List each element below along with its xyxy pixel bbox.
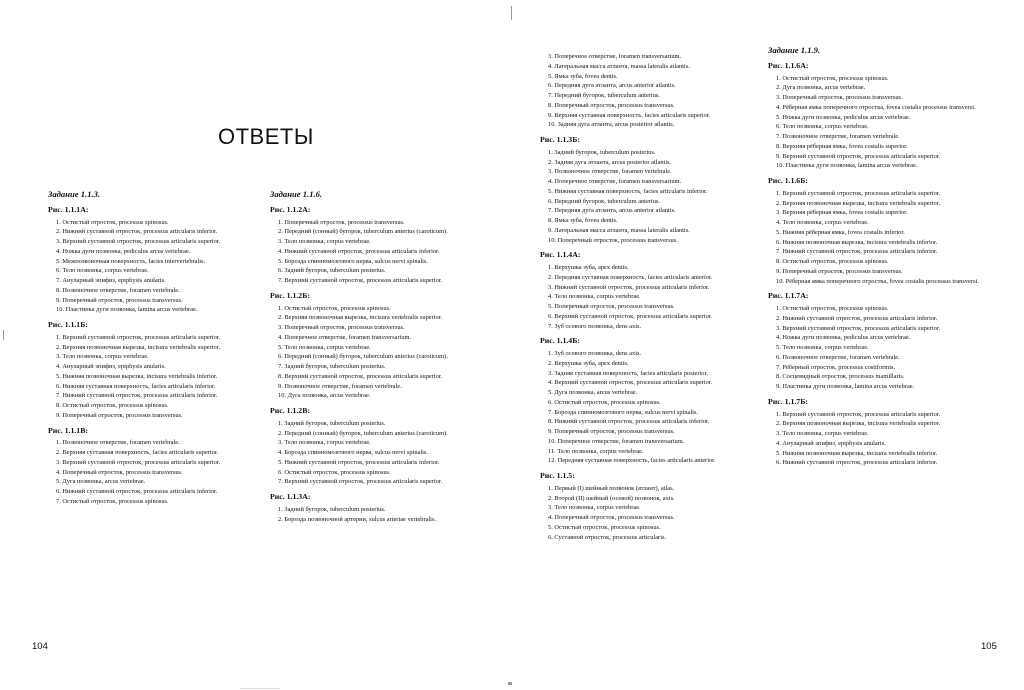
answer-item: 6. Остистый отросток, processus spinosus.: [278, 468, 391, 476]
answer-item: 5. Нижняя суставная поверхность, facies articularis inferior.: [548, 187, 708, 195]
answer-item: 2. Верхняя позвоночная вырезка, incisura vertebralis superior.: [278, 314, 443, 322]
figure-heading: Рис. 1.1.1А:: [48, 204, 89, 214]
answer-item: 2. Передняя суставная поверхность, facies articularis anterior.: [548, 273, 713, 281]
answer-item: 4. Поперечное отверстие, foramen transversarium.: [278, 333, 412, 341]
answer-item: 3. Нижний суставной отросток, processus articularis inferior.: [548, 283, 710, 291]
answer-item: 2. Верхняя позвоночная вырезка, incisura vertebralis superior.: [56, 343, 221, 351]
answer-item: 4. Тело позвонка, corpus vertebrae.: [548, 293, 641, 301]
answer-item: 8. Поперечный отросток, processus transversus.: [548, 101, 675, 109]
answer-item: 5. Нижняя позвоночная вырезка, incisura vertebralis inferior.: [56, 372, 218, 380]
figure-heading: Рис. 1.1.5:: [540, 471, 575, 480]
answer-item: 4. Поперечное отверстие, foramen transversarium.: [548, 178, 682, 185]
answer-item: 1. Задний бугорок, tuberculum posterius.: [278, 505, 386, 513]
figure-heading: Рис. 1.1.2Б:: [270, 290, 310, 300]
answer-item: 9. Позвоночное отверстие, foramen vertebrale.: [278, 382, 402, 390]
answer-item: 3. Тело позвонка, corpus vertebrae.: [278, 238, 371, 245]
answer-item: 3. Верхний суставной отросток, processus articularis superior.: [776, 324, 941, 332]
answer-item: 4. Тело позвонка, corpus vertebrae.: [776, 219, 869, 226]
figure-heading: Рис. 1.1.6А:: [768, 60, 809, 70]
answer-item: 2. Верхняя позвоночная вырезка, incisura vertebralis superior.: [776, 199, 941, 207]
answer-item: 5. Тело позвонка, corpus vertebrae.: [278, 343, 371, 351]
page-number-right: 105: [981, 641, 997, 652]
answer-item: 6. Суставной отросток, processus articularis.: [548, 533, 667, 541]
answer-item: 5. Остистый отросток, processus spinosus.: [548, 523, 661, 531]
figure-heading: Рис. 1.1.4А:: [540, 250, 581, 260]
scan-mark-left: [3, 330, 4, 340]
figure-heading: Рис. 1.1.4Б:: [540, 336, 580, 346]
answer-item: 4. Верхний суставной отросток, processus articularis superior.: [548, 379, 713, 387]
answer-item: 2. Верхушка зуба, apex dentis.: [548, 359, 629, 367]
answer-item: 8. Сосцевидный отросток, processus mamillaris.: [776, 373, 905, 381]
answer-item: 2. Передний (сонный) бугорок, tuberculum anterius (caroticum).: [278, 429, 448, 437]
answer-item: 9. Латеральная масса атланта, massa lateralis atlantis.: [548, 226, 690, 234]
answer-item: 1. Зуб осевого позвонка, dens axis.: [548, 350, 642, 357]
answer-item: 1. Поперечный отросток, processus transversus.: [278, 218, 405, 226]
answer-item: 7. Задний бугорок, tuberculum posterius.: [278, 363, 386, 370]
answer-item: 4. Рёберная ямка поперечного отростка, fovea costalis processus transversi.: [776, 103, 976, 111]
answer-item: 1. Верхний суставной отросток, processus articularis superior.: [776, 189, 941, 197]
figure-heading: Рис. 1.1.3А:: [270, 492, 311, 501]
figure-heading: Рис. 1.1.1В:: [48, 425, 89, 435]
answer-item: 3. Тело позвонка, corpus vertebrae.: [548, 504, 641, 512]
answers-column-3: [540, 52, 755, 542]
answer-item: 7. Зуб осевого позвонка, dens axis.: [548, 322, 642, 330]
answer-item: 6. Нижний суставной отросток, processus articularis inferior.: [776, 459, 938, 467]
answer-item: 7. Передняя дуга атланта, arcus anterior atlantis.: [548, 207, 676, 215]
answer-item: 4. Ножка дуги позвонка, pediculus arcus vertebrae.: [56, 247, 191, 255]
answer-item: 2. Верхняя позвоночная вырезка, incisura vertebralis superior.: [776, 420, 941, 428]
answer-item: 8. Нижний суставной отросток, processus articularis inferior.: [548, 418, 710, 426]
answer-item: 5. Тело позвонка, corpus vertebrae.: [776, 344, 869, 351]
answer-item: 4. Поперечный отросток, processus transversus.: [56, 468, 183, 476]
answer-item: 7. Остистый отросток, processus spinosus.: [56, 497, 169, 505]
figure-heading: Рис. 1.1.7А:: [768, 291, 809, 301]
answer-item: 6. Передний (сонный) бугорок, tuberculum anterius (caroticum).: [278, 353, 448, 361]
figure-heading: Рис. 1.1.7Б:: [768, 396, 808, 406]
answer-item: 1. Задний бугорок, tuberculum posterius.: [278, 419, 386, 427]
answer-item: 2. Передний (сонный) бугорок, tuberculum anterius (caroticum).: [278, 228, 448, 236]
answer-item: 2. Задняя дуга атланта, arcus posterior atlantis.: [548, 158, 672, 166]
answer-item: 7. Верхний суставной отросток, processus articularis superior.: [278, 277, 443, 284]
answer-item: 7. Передний бугорок, tuberculum anterius.: [548, 92, 660, 99]
answer-item: 2. Нижний суставной отросток, processus articularis inferior.: [56, 228, 218, 236]
answer-item: 4. Ануларный эпифиз, epiphysis anularis.: [56, 363, 166, 370]
answers-column-2: [270, 190, 485, 524]
answer-item: 10. Дуга позвонка, arcus vertebrae.: [278, 392, 371, 400]
answer-item: 7. Борозда спинномозгового нерва, sulcus nervi spinalis.: [548, 408, 699, 416]
answer-item: 1. Остистый отросток, processus spinosus.: [56, 218, 169, 226]
answer-item: 6. Нижняя суставная поверхность, facies articularis inferior.: [56, 382, 216, 390]
answer-item: 3. Поперечный отросток, processus transversus.: [278, 324, 405, 331]
answer-item: 4. Ножка дуги позвонка, pediculus arcus vertebrae.: [776, 334, 911, 342]
answer-item: 3. Верхний суставной отросток, processus articularis superior.: [56, 458, 221, 466]
answer-item: 3. Тело позвонка, corpus vertebrae.: [278, 439, 371, 447]
page-number-left: 104: [32, 641, 48, 652]
answer-item: 7. Нижний суставной отросток, processus articularis inferior.: [776, 248, 938, 256]
answer-item: 6. Нижний суставной отросток, processus articularis inferior.: [56, 488, 218, 495]
answer-item: 6. Тело позвонка, corpus vertebrae.: [776, 123, 869, 131]
answer-item: 7. Ануларный эпифиз, epiphysis anularis.: [56, 277, 166, 284]
answer-item: 1. Задний бугорок, tuberculum posterius.: [548, 148, 656, 156]
answer-item: 5. Дуга позвонка, arcus vertebrae.: [56, 478, 146, 486]
answer-item: 1. Остистый отросток, processus spinosus.: [776, 74, 889, 82]
answer-item: 8. Остистый отросток, processus spinosus.: [776, 258, 889, 265]
answers-heading: ОТВЕТЫ: [218, 124, 314, 149]
answer-item: 3. Поперечный отросток, processus transversus.: [776, 94, 903, 101]
answer-item: 5. Межпозвоночная поверхность, facies intervertebralis.: [56, 257, 206, 265]
answer-item: 8. Остистый отросток, processus spinosus.: [56, 402, 169, 409]
answer-item: 9. Поперечный отросток, processus transversus.: [548, 428, 675, 435]
answer-item: 9. Поперечный отросток, processus transversus.: [776, 267, 903, 275]
answer-item: 7. Нижний суставной отросток, processus articularis inferior.: [56, 392, 218, 400]
answer-item: 10. Задняя дуга атланта, arcus posterior atlantis.: [548, 121, 675, 129]
figure-heading: Рис. 1.1.3Б:: [540, 135, 580, 144]
answer-item: 6. Передний бугорок, tuberculum anterius.: [548, 197, 660, 205]
answer-item: 8. Верхний суставной отросток, processus articularis superior.: [278, 372, 443, 380]
answer-item: 9. Верхняя суставная поверхность, facies articularis superior.: [548, 111, 711, 119]
answer-item: 7. Позвоночное отверстие, foramen vertebrale.: [776, 133, 900, 140]
answer-item: 1. Верхний суставной отросток, processus articularis superior.: [776, 410, 941, 418]
answer-item: 8. Ямка зуба, fovea dentis.: [548, 217, 618, 224]
answer-item: 12. Передняя суставная поверхность, facies articularis anterior.: [548, 457, 716, 465]
answer-item: 3. Тело позвонка, corpus vertebrae.: [776, 430, 869, 437]
answer-item: 6. Позвоночное отверстие, foramen vertebrale.: [776, 353, 900, 361]
task-heading: Задание 1.1.6.: [270, 189, 323, 199]
answer-item: 7. Верхний суставной отросток, processus articularis superior.: [278, 478, 443, 486]
answer-item: 3. Тело позвонка, corpus vertebrae.: [56, 353, 149, 361]
answer-item: 1. Позвоночное отверстие, foramen vertebrale.: [56, 439, 180, 447]
answer-item: 5. Поперечный отросток, processus transversus.: [548, 303, 675, 310]
answer-item: 9. Поперечный отросток, processus transversus.: [56, 411, 183, 419]
scan-mark-bottom: [508, 682, 512, 685]
answer-item: 1. Остистый отросток, processus spinosus.: [278, 304, 391, 312]
answers-column-1: [48, 190, 258, 507]
answer-item: 4. Нижний суставной отросток, processus articularis inferior.: [278, 247, 440, 255]
answer-item: 4. Латеральная масса атланта, massa lateralis atlantis.: [548, 62, 690, 70]
answer-item: 5. Нижняя позвоночная вырезка, incisura vertebralis inferior.: [776, 449, 938, 457]
task-heading: Задание 1.1.9.: [768, 45, 821, 55]
answer-item: 3. Задняя суставная поверхность, facies articularis posterior.: [548, 369, 708, 377]
answer-item: 4. Ануларный эпифиз, epiphysis anularis.: [776, 439, 886, 447]
answer-item: 5. Ямка зуба, fovea dentis.: [548, 72, 618, 80]
answer-item: 3. Верхний суставной отросток, processus articularis superior.: [56, 238, 221, 245]
answer-item: 4. Борозда спинномозгового нерва, sulcus nervi spinalis.: [278, 449, 429, 456]
task-heading: Задание 1.1.3.: [48, 189, 101, 199]
answer-item: 10. Рёберная ямка поперечного отростка, fovea costalis processus transversi.: [776, 277, 979, 285]
answer-item: 6. Задний бугорок, tuberculum posterius.: [278, 267, 386, 275]
answer-item: 3. Позвоночное отверстие, foramen vertebrale.: [548, 168, 672, 176]
answer-item: 2. Верхняя суставная поверхность, facies articularis superior.: [56, 449, 219, 456]
answer-item: 2. Борозда позвоночной артерии, sulcus arteriae vertebralis.: [278, 515, 437, 523]
answer-item: 10. Пластинка дуги позвонка, lamina arcus vertebrae.: [776, 162, 918, 170]
answer-item: 6. Остистый отросток, processus spinosus.: [548, 398, 661, 406]
answer-item: 9. Поперечный отросток, processus transversus.: [56, 296, 183, 304]
answer-item: 6. Нижняя позвоночная вырезка, incisura vertebralis inferior.: [776, 238, 938, 246]
answer-item: 1. Верхушка зуба, apex dentis.: [548, 264, 629, 271]
answer-item: 11. Тело позвонка, corpus vertebrae.: [548, 447, 644, 455]
answer-item: 8. Верхняя рёберная ямка, fovea costalis superior.: [776, 142, 908, 150]
answer-item: 2. Нижний суставной отросток, processus articularis inferior.: [776, 314, 938, 322]
answer-item: 3. Поперечное отверстие, foramen transversarium.: [548, 53, 682, 60]
answer-item: 4. Поперечный отросток, processus transversus.: [548, 514, 675, 521]
answer-item: 9. Верхний суставной отросток, processus articularis superior.: [776, 152, 941, 160]
scan-mark-top: [511, 6, 512, 20]
answer-item: 2. Дуга позвонка, arcus vertebrae.: [776, 84, 866, 92]
answer-item: 3. Верхняя рёберная ямка, fovea costalis superior.: [776, 209, 908, 217]
answer-item: 10. Поперечный отросток, processus transversus.: [548, 236, 678, 244]
answer-item: 2. Второй (II) шейный (осевой) позвонок, axis.: [548, 494, 675, 502]
answer-item: 8. Позвоночное отверстие, foramen vertebrale.: [56, 286, 180, 294]
answer-item: 5. Нижняя рёберная ямка, fovea costalis inferior.: [776, 228, 905, 236]
scan-edge-bottom: [240, 688, 280, 689]
answer-item: 1. Первый (I) шейный позвонок (атлант), atlas.: [548, 484, 675, 492]
answer-item: 1. Остистый отросток, processus spinosus.: [776, 305, 889, 312]
answer-item: 9. Пластинка дуги позвонка, lamina arcus vertebrae.: [776, 383, 915, 390]
figure-heading: Рис. 1.1.6Б:: [768, 176, 808, 185]
answer-item: 6. Верхний суставной отросток, processus articularis superior.: [548, 312, 713, 320]
answer-item: 5. Ножка дуги позвонка, pediculus arcus vertebrae.: [776, 113, 911, 121]
answer-item: 7. Рёберный отросток, processus costiformis.: [776, 363, 896, 371]
answer-item: 5. Борозда спинномозгового нерва, sulcus nervi spinalis.: [278, 257, 429, 265]
answer-item: 5. Нижний суставной отросток, processus articularis inferior.: [278, 458, 440, 466]
figure-heading: Рис. 1.1.1Б:: [48, 320, 88, 329]
answer-item: 6. Тело позвонка, corpus vertebrae.: [56, 267, 149, 275]
answers-column-4: [768, 46, 983, 468]
answer-item: 6. Передняя дуга атланта, arcus anterior atlantis.: [548, 82, 676, 90]
figure-heading: Рис. 1.1.2В:: [270, 406, 311, 415]
answer-item: 10. Поперечное отверстие, foramen transversarium.: [548, 437, 685, 445]
answer-item: 5. Дуга позвонка, arcus vertebrae.: [548, 389, 638, 396]
answer-item: 1. Верхний суставной отросток, processus articularis superior.: [56, 333, 221, 341]
figure-heading: Рис. 1.1.2А:: [270, 204, 311, 214]
answer-item: 10. Пластинка дуги позвонка, lamina arcus vertebrae.: [56, 306, 198, 314]
